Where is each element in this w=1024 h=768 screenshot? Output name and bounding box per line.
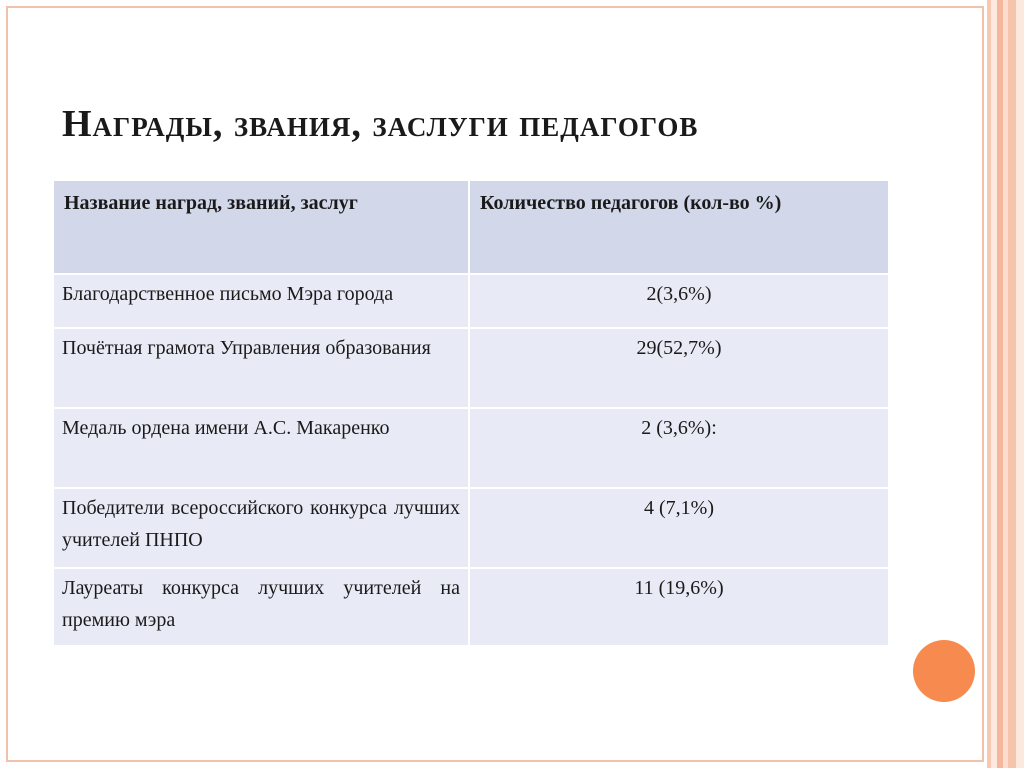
award-count-cell: 29(52,7%) (469, 328, 889, 408)
column-header-award: Название наград, званий, заслуг (53, 180, 469, 274)
table-row (53, 274, 889, 328)
table-row (53, 328, 889, 408)
table-row (53, 408, 889, 488)
award-count-cell: 2 (3,6%): (469, 408, 889, 488)
column-header-count: Количество педагогов (кол-во %) (469, 180, 889, 274)
decor-stripe (1008, 0, 1016, 768)
decor-stripe (1016, 0, 1024, 768)
award-name-cell: Победители всероссийского конкурса лучших учителей ПНПО (53, 488, 469, 568)
table-row (53, 488, 889, 568)
slide-title: Награды, звания, заслуги педагогов (62, 103, 699, 145)
award-name-cell: Медаль ордена имени А.С. Макаренко (53, 408, 469, 488)
award-name-cell: Благодарственное письмо Мэра города (53, 274, 469, 328)
award-count-cell: 2(3,6%) (469, 274, 889, 328)
table-row (53, 568, 889, 646)
table-header-row (53, 180, 889, 274)
award-name-cell: Почётная грамота Управления образования (53, 328, 469, 408)
awards-table (52, 179, 890, 647)
award-count-cell: 11 (19,6%) (469, 568, 889, 646)
award-count-cell: 4 (7,1%) (469, 488, 889, 568)
award-name-cell: Лауреаты конкурса лучших учителей на премию мэра (53, 568, 469, 646)
decor-circle (913, 640, 975, 702)
